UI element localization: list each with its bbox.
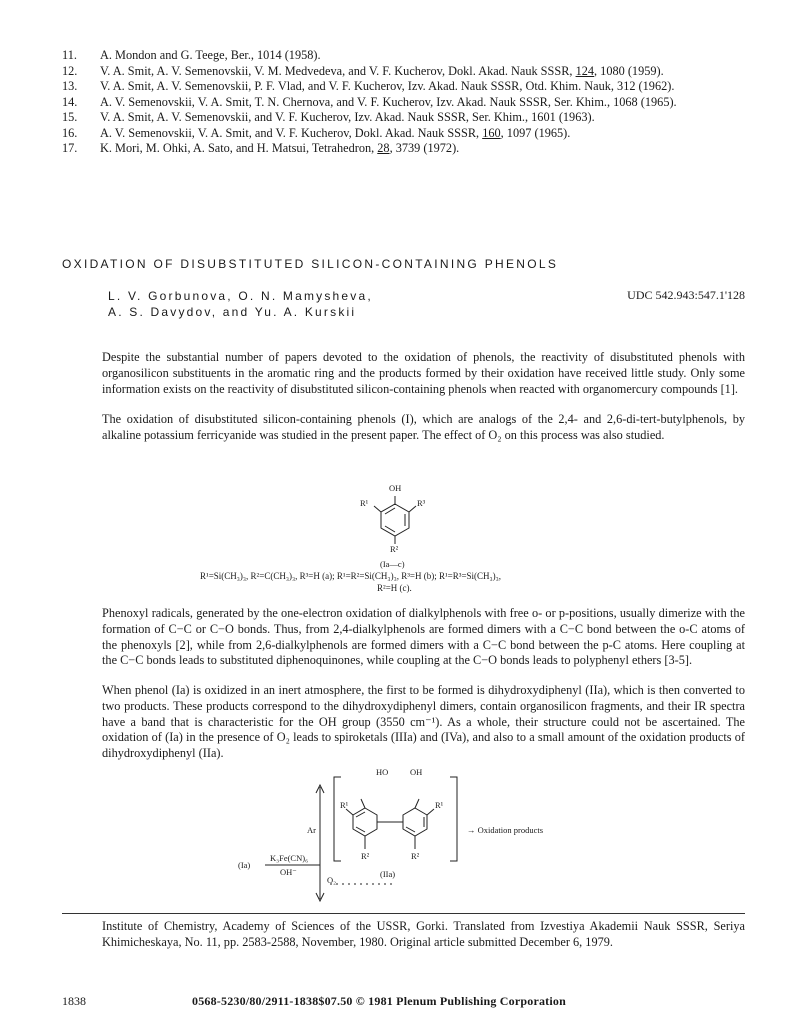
reference-text-start: V. A. Smit, A. V. Semenovskii, V. M. Medvedeva, and V. F. Kucherov, Dokl. Akad. Nauk SSSR, bbox=[100, 63, 576, 78]
reference-number: 12. bbox=[62, 63, 78, 78]
oxidation-products-label: → Oxidation products bbox=[467, 825, 544, 835]
reference-number: 14. bbox=[62, 94, 78, 109]
page-number: 1838 bbox=[62, 994, 86, 1008]
paragraph-text: Despite the substantial number of papers devoted to the oxidation of phenols, the reactivity of disubstituted phenols with organosilicon substituents in the aromatic ring and the products formed by their oxidation have received little study. Only some information exists on the reactivity of disubstituted silicon-containing phenols when reacted with organomercury compounds [1]. bbox=[102, 350, 745, 396]
reference-item bbox=[62, 126, 762, 142]
r2-label: R² bbox=[361, 851, 370, 861]
reference-text: V. A. Smit, A. V. Semenovskii, P. F. Vlad, and V. F. Kucherov, Izv. Akad. Nauk SSSR, Otd. Khim. Nauk, 312 (1962). bbox=[100, 79, 675, 93]
reference-text bbox=[100, 141, 762, 157]
udc-code: UDC 542.943:547.1'128 bbox=[627, 288, 745, 302]
reference-volume: 160 bbox=[482, 125, 501, 140]
compound-label: (IIa) bbox=[380, 869, 396, 879]
reference-text: V. A. Smit, A. V. Semenovskii, and V. F. Kucherov, Izv. Akad. Nauk SSSR, Ser. Khim., 1601 (1963). bbox=[100, 110, 595, 124]
reference-item bbox=[62, 79, 762, 95]
r1-label: R¹ bbox=[340, 800, 349, 810]
reference-item bbox=[62, 48, 762, 64]
substituent-caption: R²=H (c). bbox=[377, 583, 412, 593]
reference-text bbox=[100, 64, 762, 80]
reaction-scheme-drawing bbox=[230, 765, 650, 905]
oxygen-label: O₂ bbox=[327, 875, 337, 885]
reference-volume: 28 bbox=[377, 141, 390, 155]
reference-text-end: , 3739 (1972). bbox=[389, 141, 460, 155]
reference-volume: 124 bbox=[575, 63, 595, 78]
reference-item bbox=[62, 141, 762, 157]
r2-label: R² bbox=[390, 544, 399, 554]
footnote bbox=[62, 918, 745, 950]
reference-number: 17. bbox=[62, 141, 78, 155]
authors-line: L. V. Gorbunova, O. N. Mamysheva, bbox=[108, 289, 373, 303]
article-title: OXIDATION OF DISUBSTITUTED SILICON-CONTAINING PHENOLS bbox=[62, 257, 559, 271]
reference-list bbox=[62, 48, 762, 157]
reference-item bbox=[62, 95, 762, 111]
r1-label: R¹ bbox=[360, 498, 369, 508]
phenol-structure-figure bbox=[190, 482, 620, 597]
reference-text-start: A. V. Semenovskii, V. A. Smit, and V. F. Kucherov, Dokl. Akad. Nauk SSSR, bbox=[100, 125, 483, 140]
reference-item bbox=[62, 64, 762, 80]
reagent-label: OH⁻ bbox=[280, 867, 297, 877]
footnote-rule bbox=[62, 913, 745, 914]
reference-text-start: K. Mori, M. Ohki, A. Sato, and H. Matsui, Tetrahedron, bbox=[100, 141, 378, 155]
argon-label: Ar bbox=[307, 825, 316, 835]
paragraph-text: The oxidation of disubstituted silicon-containing phenols (I), which are analogs of the 2,4- and 2,6-di-tert-butylphenols, by alkaline potassium ferricyanide was studied in the present paper. The effect of O₂ on this process was also studied. bbox=[102, 412, 745, 442]
reference-text bbox=[100, 126, 762, 142]
paragraph-text: When phenol (Ia) is oxidized in an inert atmosphere, the first to be formed is dihydroxydiphenyl (IIa), which is then converted to two products. These products correspond to the dihydroxydiphenyl dimers, contain organosilicon fragments, and their IR spectra have a band that is characteristic for the OH group (3550 cm⁻¹). As a whole, their structure could not be ascertained. The oxidation of (Ia) in the presence of O₂ leads to spiroketals (IIIa) and (IVa), and also to a small amount of the oxidation products of dihydroxydiphenyl (IIa). bbox=[102, 683, 745, 761]
substituent-caption: R¹=Si(CH₃)₃, R²=C(CH₃)₃, R³=H (a); R¹=R²=Si(CH₃)₃, R³=H (b); R¹=R³=Si(CH₃)₃, bbox=[200, 571, 502, 581]
r1-label: R¹ bbox=[435, 800, 444, 810]
reference-text-end: , 1080 (1959). bbox=[594, 63, 664, 78]
r3-label: R³ bbox=[417, 498, 426, 508]
article-authors bbox=[108, 288, 373, 320]
paragraph-text: Phenoxyl radicals, generated by the one-electron oxidation of dialkylphenols with free o- or p-positions, usually dimerize with the formation of C−C or C−O bonds. Thus, from 2,4-dialkylphenols are formed dimers with a C−C bond between the o-C atoms of the phenoxyls [2], while from 2,6-dialkylphenols are formed dimers with a C−C bond between the p-C atoms. Here coupling at the C−C bonds leads to substituted diphenoquinones, while coupling at the C−O bonds leads to polyphenyl ethers [3-5]. bbox=[102, 606, 745, 668]
hydroxyl-label: OH bbox=[389, 483, 402, 493]
reference-number: 15. bbox=[62, 110, 78, 124]
publication-code: 0568-5230/80/2911-1838$07.50 © 1981 Plenum Publishing Corporation bbox=[192, 994, 566, 1008]
compound-label: (Ia) bbox=[238, 860, 251, 870]
reference-text: A. Mondon and G. Teege, Ber., 1014 (1958). bbox=[100, 48, 321, 62]
hydroxyl-label: HO bbox=[376, 767, 389, 777]
reaction-scheme bbox=[230, 765, 650, 905]
body-paragraph bbox=[62, 350, 745, 397]
hydroxyl-label: OH bbox=[410, 767, 423, 777]
r2-label: R² bbox=[411, 851, 420, 861]
reference-text-end: , 1097 (1965). bbox=[500, 125, 571, 140]
reference-item bbox=[62, 110, 762, 126]
authors-line: A. S. Davydov, and Yu. A. Kurskii bbox=[108, 305, 357, 319]
reference-text: A. V. Semenovskii, V. A. Smit, T. N. Chernova, and V. F. Kucherov, Izv. Akad. Nauk SSSR, Ser. Khim., 1068 (1965). bbox=[100, 94, 677, 109]
body-paragraph bbox=[62, 683, 745, 762]
reference-number: 11. bbox=[62, 48, 77, 62]
footnote-text: Institute of Chemistry, Academy of Sciences of the USSR, Gorki. Translated from Izvestiya Akademii Nauk SSSR, Seriya Khimicheskaya, No. 11, pp. 2583-2588, November, 1980. Original article submitted December 6, 1979. bbox=[102, 919, 745, 949]
reference-number: 13. bbox=[62, 79, 78, 93]
reference-number: 16. bbox=[62, 125, 78, 140]
compound-label: (Ia—c) bbox=[380, 559, 405, 569]
body-paragraph bbox=[62, 412, 745, 444]
body-paragraph bbox=[62, 606, 745, 669]
reagent-label: K₃Fe(CN)₆ bbox=[270, 853, 309, 863]
